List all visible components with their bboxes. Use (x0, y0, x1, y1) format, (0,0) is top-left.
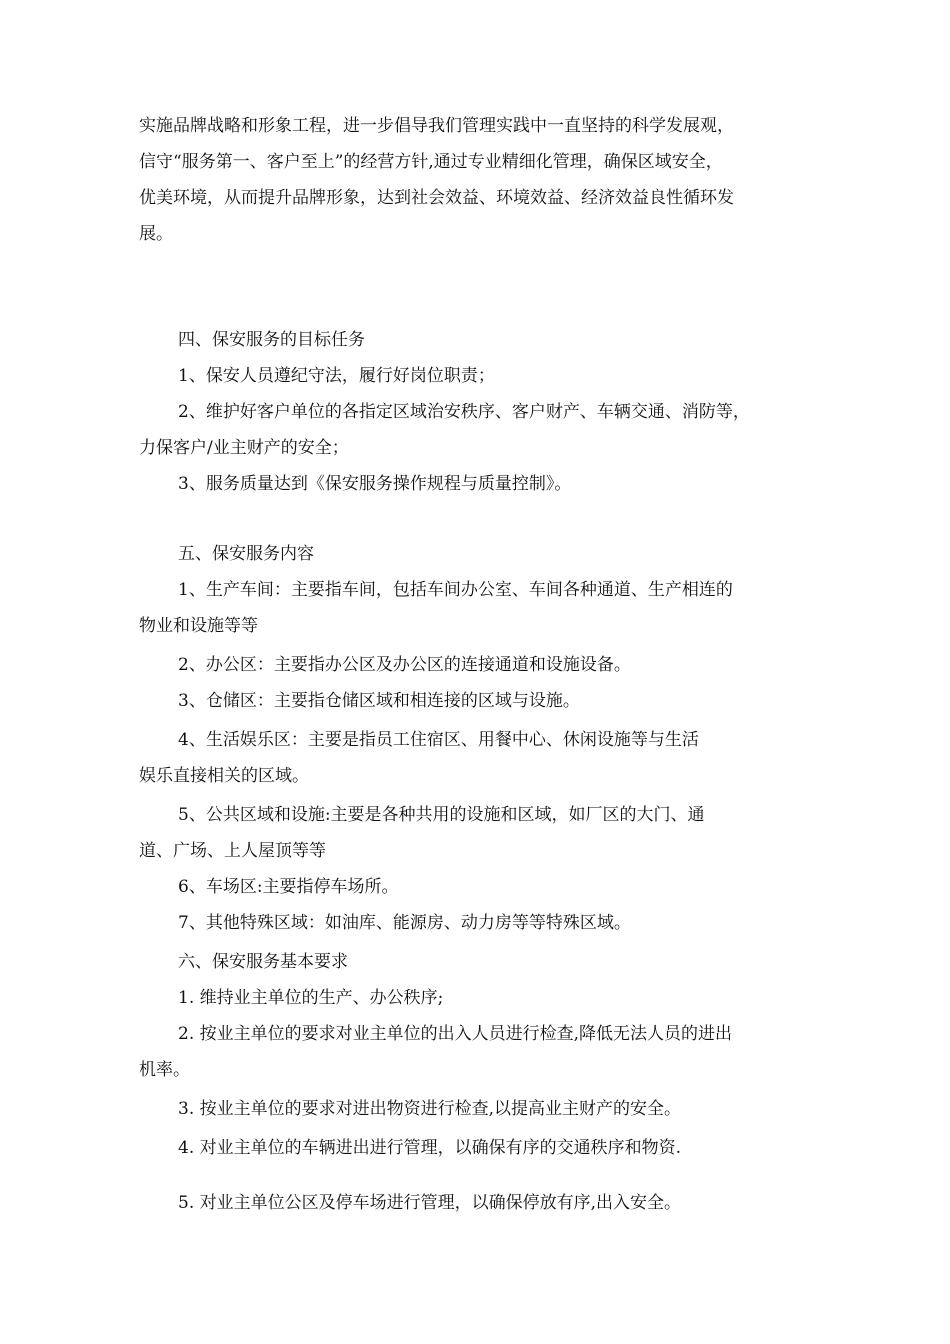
section-4-heading: 四、保安服务的目标任务 (178, 330, 365, 350)
section-5-item-2: 2、办公区：主要指办公区及办公区的连接通道和设施设备。 (178, 655, 631, 675)
intro-line-4: 展。 (139, 224, 173, 244)
section-5-item-6: 6、车场区:主要指停车场所。 (178, 877, 399, 897)
section-4-item-2: 2、维护好客户单位的各指定区域治安秩序、客户财产、车辆交通、消防等， (178, 402, 750, 422)
section-6-item-4: 4. 对业主单位的车辆进出进行管理，以确保有序的交通秩序和物资. (178, 1138, 682, 1158)
intro-line-1: 实施品牌战略和形象工程，进一步倡导我们管理实践中一直坚持的科学发展观， (139, 116, 734, 136)
section-4-item-3: 3、服务质量达到《保安服务操作规程与质量控制》。 (178, 474, 572, 494)
section-4-item-2-cont: 力保客户/业主财产的安全； (139, 438, 349, 458)
section-6-heading: 六、保安服务基本要求 (178, 952, 348, 972)
section-6-item-2-cont: 机率。 (139, 1060, 190, 1080)
section-5-heading: 五、保安服务内容 (178, 544, 314, 564)
intro-line-3: 优美环境，从而提升品牌形象，达到社会效益、环境效益、经济效益良性循环发 (139, 188, 734, 208)
section-5-item-1-cont: 物业和设施等等 (139, 616, 258, 636)
section-6-item-2: 2. 按业主单位的要求对业主单位的出入人员进行检查,降低无法人员的进出 (178, 1024, 733, 1044)
section-5-item-1: 1、生产车间：主要指车间，包括车间办公室、车间各种通道、生产相连的 (178, 580, 733, 600)
section-6-item-1: 1. 维持业主单位的生产、办公秩序; (178, 988, 444, 1008)
section-5-item-5-cont: 道、广场、上人屋顶等等 (139, 841, 326, 861)
section-5-item-3: 3、仓储区：主要指仓储区域和相连接的区域与设施。 (178, 691, 580, 711)
section-5-item-4: 4、生活娱乐区：主要是指员工住宿区、用餐中心、休闲设施等与生活 (178, 730, 699, 750)
section-4-item-1: 1、保安人员遵纪守法，履行好岗位职责； (178, 366, 495, 386)
section-6-item-3: 3. 按业主单位的要求对进出物资进行检查,以提高业主财产的安全。 (178, 1099, 682, 1119)
section-5-item-4-cont: 娱乐直接相关的区域。 (139, 766, 309, 786)
section-5-item-7: 7、其他特殊区域：如油库、能源房、动力房等等特殊区域。 (178, 913, 631, 933)
section-5-item-5: 5、公共区域和设施:主要是各种共用的设施和区域，如厂区的大门、通 (178, 805, 705, 825)
section-6-item-5: 5. 对业主单位公区及停车场进行管理，以确保停放有序,出入安全。 (178, 1193, 682, 1213)
intro-line-2: 信守“服务第一、客户至上”的经营方针,通过专业精细化管理，确保区域安全， (139, 152, 723, 172)
